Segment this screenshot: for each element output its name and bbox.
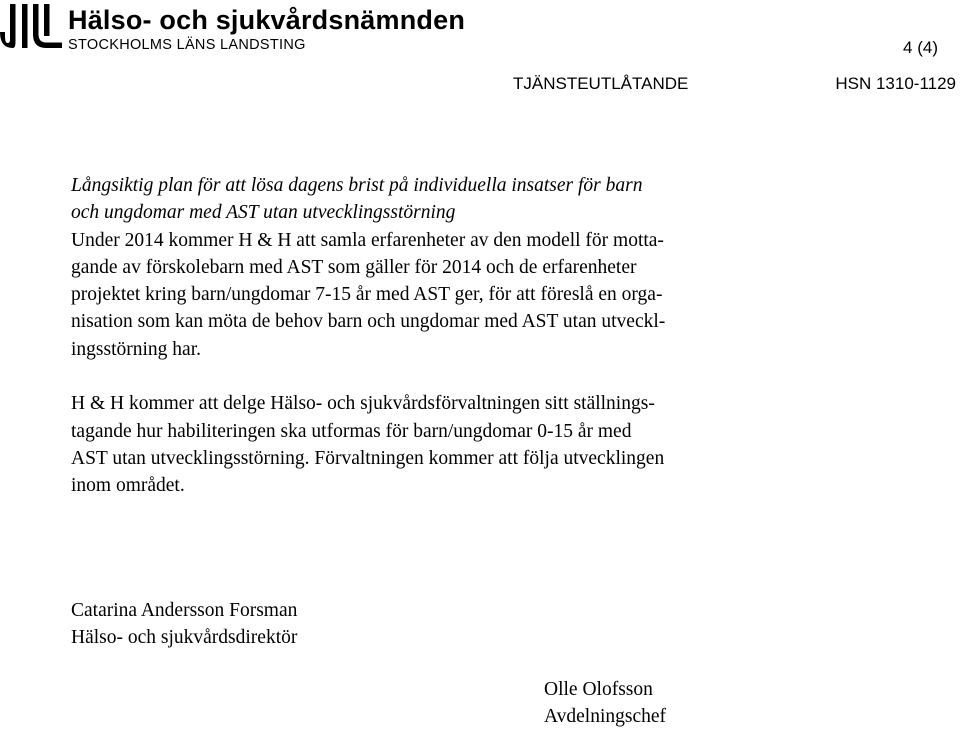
sll-logo-icon [0, 2, 62, 50]
signatory-title: Hälso- och sjukvårdsdirektör [71, 627, 298, 649]
document-reference: HSN 1310-1129 [835, 74, 956, 93]
signatory-name: Catarina Andersson Forsman [71, 600, 298, 621]
document-type: TJÄNSTEUTLÅTANDE [513, 74, 689, 93]
signatory-title: Avdelningschef [544, 706, 667, 728]
paragraph-1: Under 2014 kommer H & H att samla erfarenheter av den modell för motta- gande av förskolebarn med AST som gäller för 2014 och de erfarenheter projektet kring barn/ungdomar 7-15 år med AST ger, för att föreslå en orga- nisation som kan möta de behov barn och ungdomar med AST utan utveckl- ingsstörning har. [71, 229, 666, 360]
section-heading: Långsiktig plan för att lösa dagens brist på individuella insatser för barn och ungdomar med AST utan utvecklingsstörning [71, 175, 643, 224]
organization-name: Hälso- och sjukvårdsnämnden [68, 5, 466, 35]
signature-block-second [544, 676, 666, 731]
document-body [71, 172, 801, 500]
signatory-name: Olle Olofsson [544, 679, 653, 700]
page-number: 4 (4) [903, 38, 938, 57]
paragraph-2: H & H kommer att delge Hälso- och sjukvårdsförvaltningen sitt ställnings- tagande hur habiliteringen ska utformas för barn/ungdomar 0-15 år med AST utan utvecklingsstörning. Förvaltningen kommer att följa utvecklingen inom området. [71, 393, 665, 497]
signature-block-first [71, 597, 297, 652]
organization-subtitle: STOCKHOLMS LÄNS LANDSTING [68, 37, 306, 53]
